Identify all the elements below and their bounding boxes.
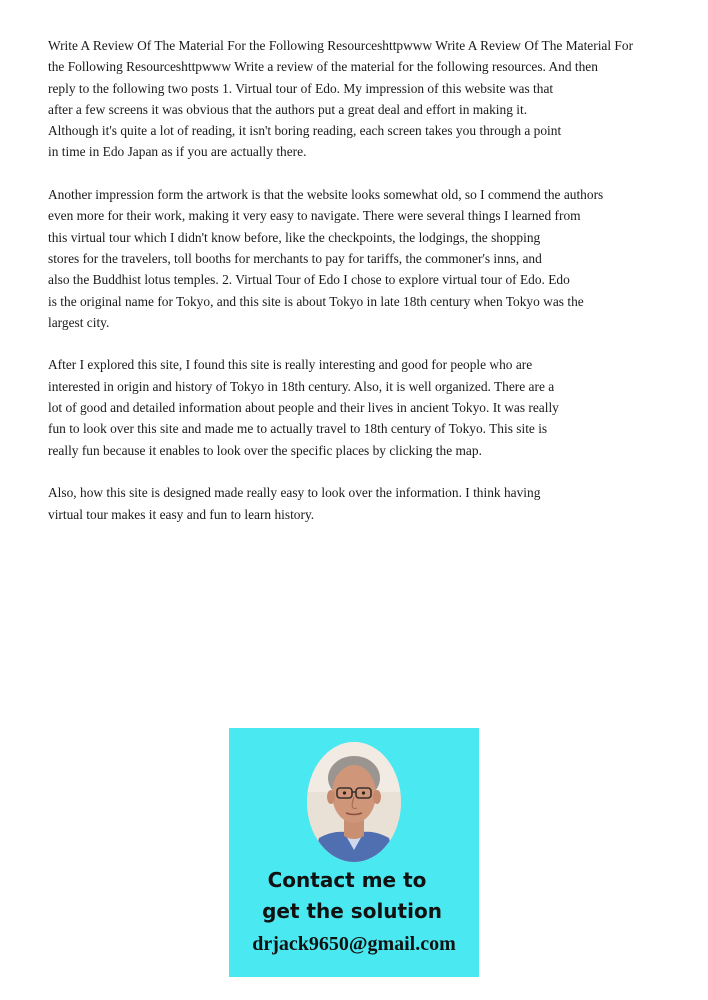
text-line: also the Buddhist lotus temples. 2. Virtual Tour of Edo I chose to explore virtual tour of Edo. Edo bbox=[48, 272, 570, 288]
paragraph-3 bbox=[48, 354, 688, 460]
paragraph-2 bbox=[48, 184, 688, 333]
author-portrait bbox=[307, 742, 401, 862]
text-line: Also, how this site is designed made really easy to look over the information. I think having bbox=[48, 485, 541, 501]
paragraph-1 bbox=[48, 35, 688, 163]
ad-headline-line-2: get the solution bbox=[262, 899, 442, 923]
text-line: interested in origin and history of Tokyo in 18th century. Also, it is well organized. There are a bbox=[48, 378, 555, 394]
text-line: even more for their work, making it very easy to navigate. There were several things I learned from bbox=[48, 208, 581, 224]
text-line: largest city. bbox=[48, 314, 110, 330]
document-body bbox=[48, 35, 688, 546]
text-line: fun to look over this site and made me to actually travel to 18th century of Tokyo. This site is bbox=[48, 421, 548, 437]
text-line: really fun because it enables to look over the specific places by clicking the map. bbox=[48, 442, 482, 458]
paragraph-4 bbox=[48, 482, 688, 525]
text-line: Although it's quite a lot of reading, it isn't boring reading, each screen takes you through a point bbox=[48, 123, 562, 139]
portrait-illustration bbox=[307, 742, 401, 862]
text-line: in time in Edo Japan as if you are actually there. bbox=[48, 144, 307, 160]
text-line: lot of good and detailed information about people and their lives in ancient Tokyo. It was really bbox=[48, 400, 559, 416]
text-line: Another impression form the artwork is that the website looks somewhat old, so I commend the authors bbox=[48, 187, 604, 203]
text-line: the Following Resourceshttpwww Write a review of the material for the following resources. And then bbox=[48, 59, 598, 75]
text-line: Write A Review Of The Material For the Following Resourceshttpwww Write A Review Of The Material For bbox=[48, 38, 634, 53]
text-line: this virtual tour which I didn't know before, like the checkpoints, the lodgings, the shopping bbox=[48, 229, 541, 245]
contact-email[interactable]: drjack9650@gmail.com bbox=[252, 933, 456, 955]
text-line: is the original name for Tokyo, and this site is about Tokyo in late 18th century when Tokyo was the bbox=[48, 293, 584, 309]
text-line: reply to the following two posts 1. Virtual tour of Edo. My impression of this website was that bbox=[48, 80, 554, 96]
contact-ad-banner[interactable] bbox=[229, 728, 479, 977]
text-line: After I explored this site, I found this site is really interesting and good for people who are bbox=[48, 357, 533, 373]
text-line: after a few screens it was obvious that the authors put a great deal and effort in making it. bbox=[48, 101, 528, 117]
ad-headline-line-1: Contact me to bbox=[267, 868, 427, 892]
text-line: virtual tour makes it easy and fun to learn history. bbox=[48, 506, 315, 522]
text-line: stores for the travelers, toll booths for merchants to pay for tariffs, the commoner's inns, and bbox=[48, 250, 542, 266]
